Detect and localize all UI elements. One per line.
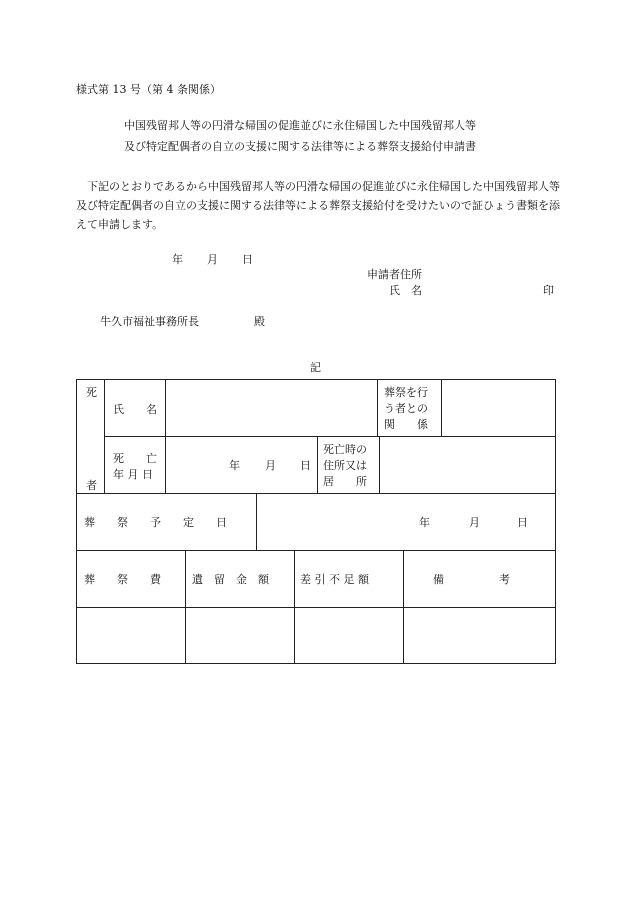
ki-heading: 記 <box>310 361 321 374</box>
application-form-table <box>76 379 556 664</box>
estate-amount-header: 遺 留 金 額 <box>192 573 269 586</box>
date-day-label: 日 <box>242 253 253 266</box>
notes-header: 備 考 <box>433 573 510 586</box>
form-number: 様式第 13 号（第 4 条関係） <box>76 83 221 96</box>
form-title-line1: 中国残留邦人等の円滑な帰国の促進並びに永住帰国した中国残留邦人等 <box>124 119 476 132</box>
funeral-expense-cell[interactable] <box>78 609 184 663</box>
application-statement: 下記のとおりであるから中国残留邦人等の円滑な帰国の促進並びに永住帰国した中国残留邦人等及び特定配偶者の自立の支援に関する法律等による葬祭支援給付を受けたいので証ひょう書類を添えて申請します。 <box>76 180 560 231</box>
deceased-label-bottom: 者 <box>86 479 97 492</box>
funeral-date-label: 葬 祭 予 定 日 <box>84 516 227 529</box>
date-month-label: 月 <box>207 253 218 266</box>
funeral-day-label: 日 <box>517 516 528 529</box>
death-date-label: 死 亡 年 月 日 <box>113 452 157 481</box>
deceased-name-label: 氏 名 <box>113 403 157 416</box>
applicant-name-label: 氏 名 <box>389 284 422 297</box>
funeral-year-label: 年 <box>419 516 430 529</box>
addressee-honorific: 殿 <box>254 315 265 328</box>
date-year-label: 年 <box>172 253 183 266</box>
funeral-month-label: 月 <box>469 516 480 529</box>
shortfall-amount-header: 差 引 不 足 額 <box>300 573 369 586</box>
applicant-address-label: 申請者住所 <box>367 268 422 281</box>
deceased-label-top: 死 <box>86 386 97 399</box>
addressee-office: 牛久市福祉事務所長 <box>100 315 199 328</box>
death-year-label: 年 <box>229 459 240 472</box>
seal-mark: 印 <box>543 284 554 297</box>
death-place-label: 死亡時の 住所又は 居 所 <box>323 443 367 488</box>
funeral-person-relation-label: 葬祭を行 う者との 関 係 <box>384 386 428 431</box>
form-title-line2: 及び特定配偶者の自立の支援に関する法律等による葬祭支援給付申請書 <box>124 140 476 153</box>
death-month-label: 月 <box>265 459 276 472</box>
estate-amount-cell[interactable] <box>187 609 293 663</box>
funeral-expense-header: 葬 祭 費 <box>84 573 161 586</box>
notes-cell[interactable] <box>405 609 555 663</box>
death-day-label: 日 <box>300 459 311 472</box>
shortfall-amount-cell[interactable] <box>296 609 402 663</box>
